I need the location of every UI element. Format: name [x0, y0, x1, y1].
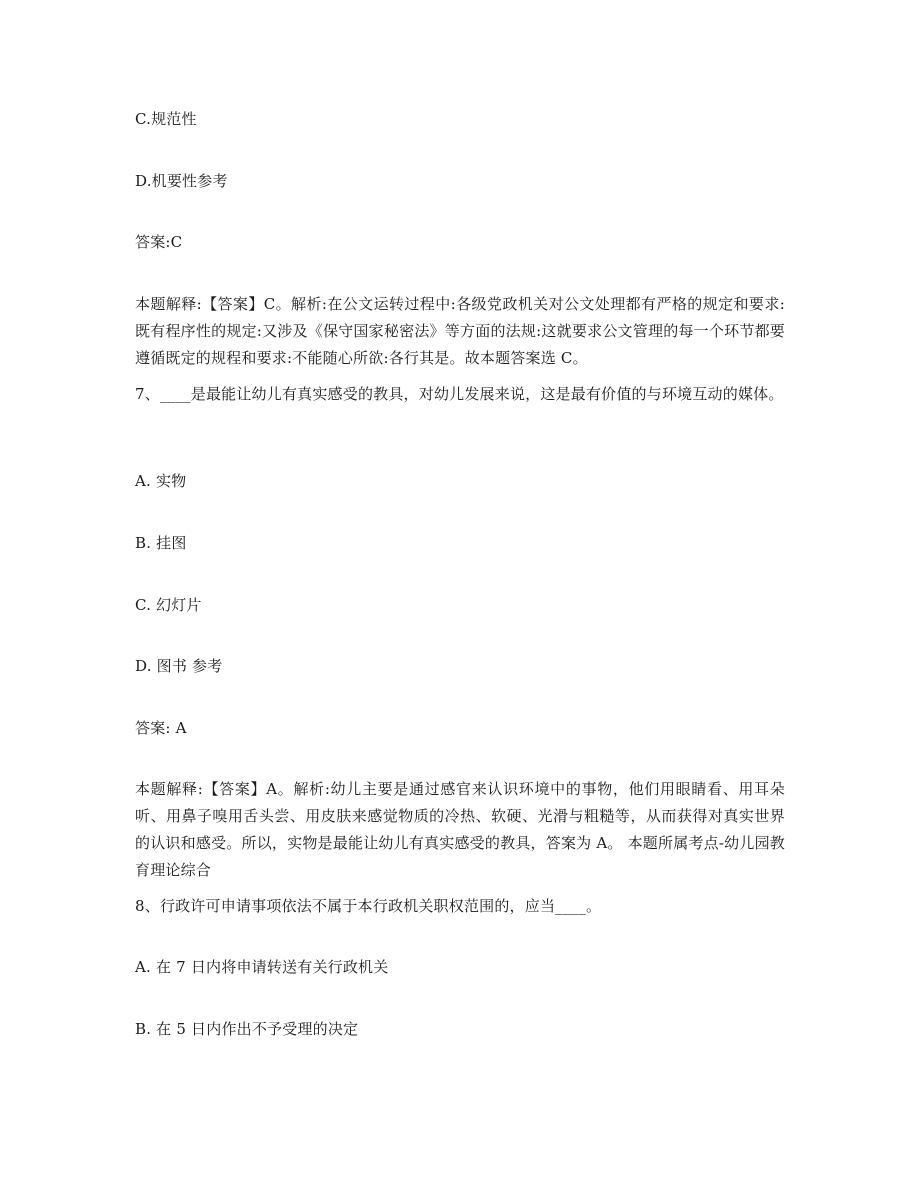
question-8-option-b: B. 在 5 日内作出不予受理的决定	[135, 1020, 359, 1038]
answer-previous: 答案:C	[135, 233, 183, 251]
explanation-previous: 本题解释:【答案】C。解析:在公文运转过程中:各级党政机关对公文处理都有严格的规定和要求:既有程序性的规定:又涉及《保守国家秘密法》等方面的法规:这就要求公文管理的每一个环节都要遵循既定的规程和要求:不能随心所欲:各行其是。故本题答案选 C。	[135, 295, 785, 367]
option-d-previous: D.机要性参考	[135, 172, 228, 190]
question-8-option-a: A. 在 7 日内将申请转送有关行政机关	[135, 958, 389, 976]
question-7: 7、____是最能让幼儿有真实感受的教具，对幼儿发展来说，这是最有价值的与环境互动的媒体。	[135, 385, 784, 403]
option-c-previous: C.规范性	[135, 110, 197, 128]
question-7-answer: 答案: A	[135, 719, 187, 737]
question-7-explanation: 本题解释:【答案】A。解析:幼儿主要是通过感官来认识环境中的事物，他们用眼睛看、用耳朵听、用鼻子嗅用舌头尝、用皮肤来感觉物质的冷热、软硬、光滑与粗糙等，从而获得对真实世界的认识和感受。所以，实物是最能让幼儿有真实感受的教具，答案为 A。 本题所属考点-幼儿园教育理论综合	[135, 780, 785, 879]
question-7-option-d: D. 图书 参考	[135, 657, 223, 675]
question-7-option-a: A. 实物	[135, 472, 187, 490]
question-7-option-c: C. 幻灯片	[135, 596, 202, 614]
question-7-option-b: B. 挂图	[135, 534, 187, 552]
question-8: 8、行政许可申请事项依法不属于本行政机关职权范围的，应当____。	[135, 897, 602, 915]
